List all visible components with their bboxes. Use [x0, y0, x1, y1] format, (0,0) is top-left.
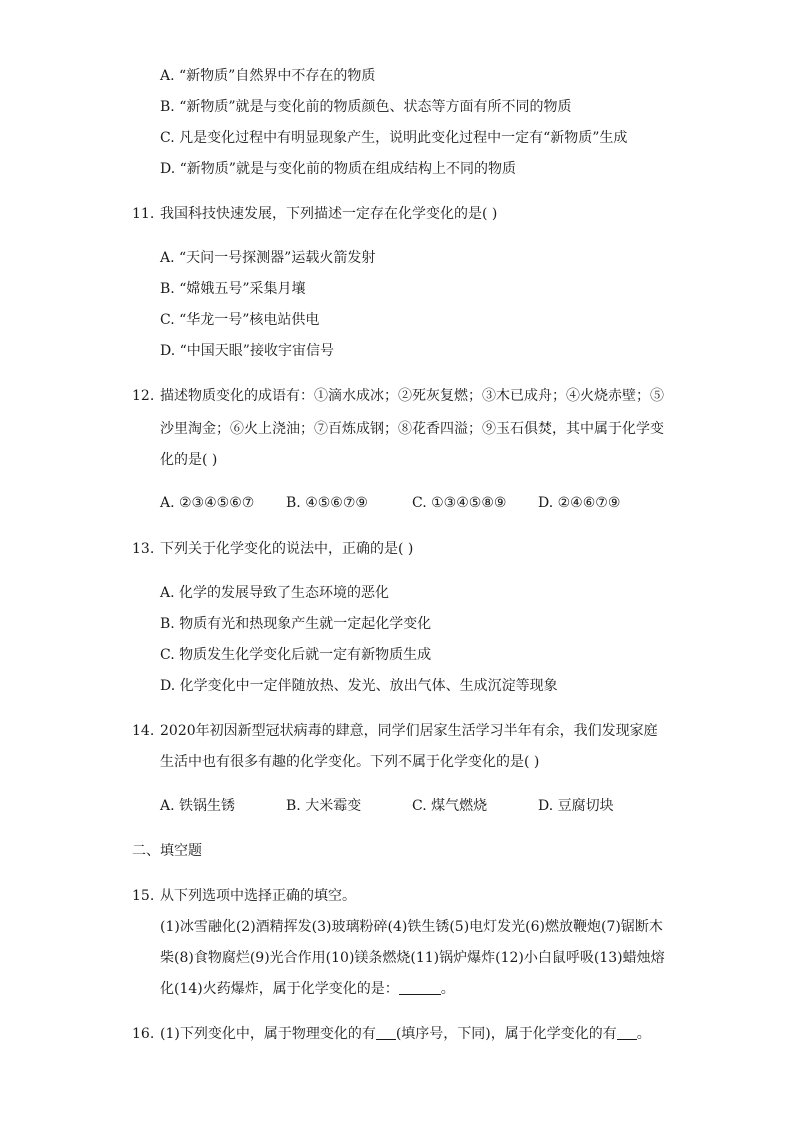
q15-prompt: 化(14)火药爆炸，属于化学变化的是：: [160, 981, 399, 997]
section-title-fill-in: 二、填空题: [132, 843, 202, 859]
q12-text-line-2: 沙里淘金；⑥火上浇油；⑦百炼成钢；⑧花香四溢；⑨玉石俱焚，其中属于化学变: [160, 421, 664, 437]
q15-text-line-2: (1)冰雪融化(2)酒精挥发(3)玻璃粉碎(4)铁生锈(5)电灯发光(6)燃放鞭炮(7)锯断木: [160, 919, 663, 935]
q15-text-line-3: 柴(8)食物腐烂(9)光合作用(10)镁条燃烧(11)锅炉爆炸(12)小白鼠呼吸(13)蜡烛熔: [160, 950, 665, 966]
q15-number: 15.: [132, 888, 155, 904]
q12-option-d: D. ②④⑥⑦⑨: [538, 495, 621, 511]
q11-text: 我国科技快速发展，下列描述一定存在化学变化的是( ): [160, 206, 498, 222]
q16-part1: (1)下列变化中，属于物理变化的有: [160, 1026, 376, 1042]
q12-option-a: A. ②③④⑤⑥⑦: [160, 495, 255, 511]
q14-number: 14.: [132, 723, 155, 739]
q16-physical-change-blank[interactable]: [376, 1025, 396, 1040]
q13-number: 13.: [132, 541, 155, 557]
q10-option-a: A. “新物质”自然界中不存在的物质: [160, 68, 376, 84]
q13-option-b: B. 物质有光和热现象产生就一定起化学变化: [160, 616, 432, 632]
q11-option-d: D. “中国天眼”接收宇宙信号: [160, 343, 334, 359]
q10-option-c: C. 凡是变化过程中有明显现象产生，说明此变化过程中一定有“新物质”生成: [160, 130, 628, 146]
q11-option-c: C. “华龙一号”核电站供电: [160, 312, 320, 328]
q16-number: 16.: [132, 1026, 155, 1042]
q14-option-c: C. 煤气燃烧: [412, 798, 488, 814]
q10-option-d: D. “新物质”就是与变化前的物质在组成结构上不同的物质: [160, 161, 516, 177]
q16-part2: (填序号，下同)，属于化学变化的有: [395, 1026, 617, 1042]
q12-text-line-1: 描述物质变化的成语有：①滴水成冰；②死灰复燃；③木已成舟；④火烧赤壁；⑤: [160, 388, 664, 404]
q16-period: 。: [636, 1026, 651, 1042]
q15-answer-blank[interactable]: [399, 980, 441, 995]
q13-option-d: D. 化学变化中一定伴随放热、发光、放出气体、生成沉淀等现象: [160, 678, 558, 694]
q13-option-a: A. 化学的发展导致了生态环境的恶化: [160, 585, 390, 601]
q16-text-line-1: [160, 1024, 651, 1044]
q13-option-c: C. 物质发生化学变化后就一定有新物质生成: [160, 647, 432, 663]
q15-period: 。: [440, 981, 455, 997]
q12-text-line-3: 化的是( ): [160, 452, 218, 468]
q14-option-a: A. 铁锅生锈: [160, 798, 236, 814]
q14-text-line-1: 2020年初因新型冠状病毒的肆意，同学们居家生活学习半年有余，我们发现家庭: [160, 723, 658, 739]
q15-text-line-1: 从下列选项中选择正确的填空。: [160, 888, 356, 904]
q12-option-c: C. ①③④⑤⑧⑨: [412, 495, 507, 511]
q10-option-b: B. “新物质”就是与变化前的物质颜色、状态等方面有所不同的物质: [160, 99, 572, 115]
q14-option-d: D. 豆腐切块: [538, 798, 614, 814]
q11-option-a: A. “天问一号探测器”运载火箭发射: [160, 250, 376, 266]
q11-number: 11.: [132, 206, 155, 222]
q15-text-line-4: [160, 979, 455, 999]
q14-option-b: B. 大米霉变: [286, 798, 362, 814]
q12-number: 12.: [132, 388, 155, 404]
q11-option-b: B. “嫦娥五号”采集月壤: [160, 281, 306, 297]
q16-chemical-change-blank[interactable]: [617, 1025, 637, 1040]
q12-option-b: B. ④⑤⑥⑦⑨: [286, 495, 368, 511]
q13-text: 下列关于化学变化的说法中，正确的是( ): [160, 541, 414, 557]
q14-text-line-2: 生活中也有很多有趣的化学变化。下列不属于化学变化的是( ): [160, 754, 540, 770]
